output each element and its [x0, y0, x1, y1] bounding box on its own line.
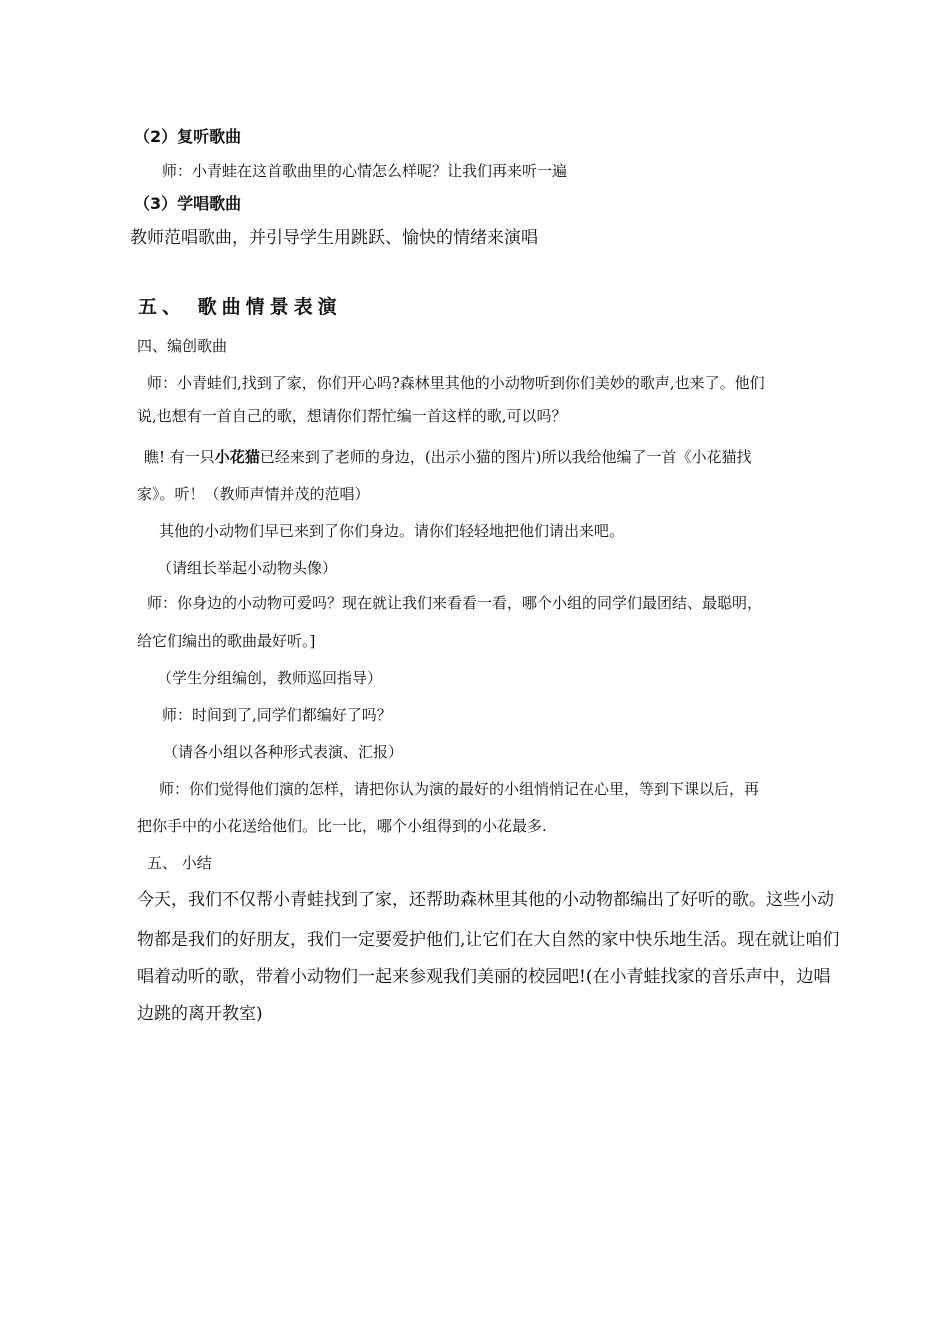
paragraph-line: 唱着动听的歌，带着小动物们一起来参观我们美丽的校园吧!(在小青蛙找家的音乐声中，边唱	[137, 967, 831, 987]
paragraph-line: 师：你们觉得他们演的怎样，请把你认为演的最好的小组悄悄记在心里，等到下课以后，再	[159, 780, 760, 798]
paragraph-line: 今天，我们不仅帮小青蛙找到了家，还帮助森林里其他的小动物都编出了好听的歌。这些小动	[137, 890, 834, 910]
paragraph-line: （请各小组以各种形式表演、汇报）	[163, 743, 404, 761]
text-run: 瞧! 有一只	[144, 448, 215, 466]
paragraph-line: 说,也想有一首自己的歌，想请你们帮忙编一首这样的歌,可以吗？	[137, 407, 567, 425]
paragraph-line	[144, 447, 752, 467]
section-heading-summary: 五、 小结	[147, 854, 212, 872]
paragraph-line: 家》。听！（教师声情并茂的范唱）	[137, 485, 370, 503]
subheading-learn-sing: （3）学唱歌曲	[134, 194, 242, 213]
paragraph-line: 师：时间到了,同学们都编好了吗？	[162, 706, 392, 724]
paragraph-line: 给它们编出的歌曲最好听。]	[137, 632, 316, 650]
subheading-relisten: （2）复听歌曲	[134, 127, 242, 146]
paragraph-line: 其他的小动物们早已来到了你们身边。请你们轻轻地把他们请出来吧。	[159, 522, 625, 540]
paragraph-line: 边跳的离开教室)	[137, 1004, 263, 1024]
paragraph-line: （请组长举起小动物头像）	[157, 559, 338, 577]
paragraph-line: 把你手中的小花送给他们。比一比，哪个小组得到的小花最多.	[137, 817, 547, 835]
bold-text-kitten: 小花猫	[214, 448, 260, 466]
paragraph-learn-sing: 教师范唱歌曲，并引导学生用跳跃、愉快的情绪来演唱	[130, 228, 538, 248]
paragraph-line: 师：小青蛙们,找到了家，你们开心吗?森林里其他的小动物听到你们美妙的歌声,也来了。他们	[147, 374, 765, 392]
paragraph-line: 物都是我们的好朋友，我们一定要爱护他们,让它们在大自然的家中快乐地生活。现在就让咱们	[137, 930, 840, 950]
text-run: 已经来到了老师的身边，(出示小猫的图片)所以我给他编了一首《小花猫找	[259, 448, 752, 466]
paragraph-relisten: 师：小青蛙在这首歌曲里的心情怎么样呢？让我们再来听一遍	[162, 162, 568, 180]
paragraph-line: （学生分组编创，教师巡回指导）	[157, 669, 383, 687]
paragraph-line: 师：你身边的小动物可爱吗？现在就让我们来看看一看，哪个小组的同学们最团结、最聪明，	[147, 594, 763, 612]
section-heading-compose: 四、编创歌曲	[137, 337, 228, 355]
section-heading-performance: 五、 歌曲情景表演	[138, 296, 342, 318]
